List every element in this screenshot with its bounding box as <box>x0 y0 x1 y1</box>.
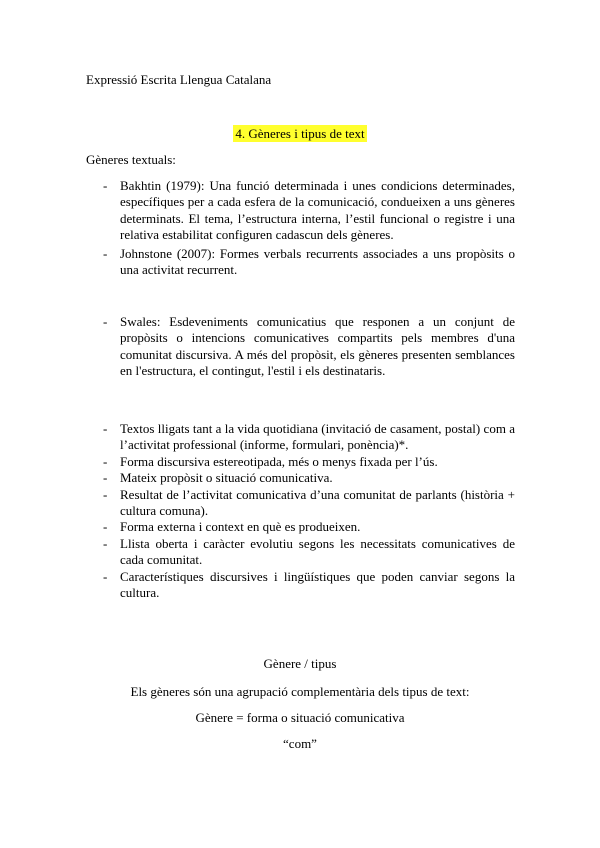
list-item <box>103 487 515 520</box>
list-item <box>103 519 515 535</box>
list-item <box>103 569 515 602</box>
list-item <box>103 536 515 569</box>
list-dash: - <box>103 470 108 486</box>
document-header: Expressió Escrita Llengua Catalana <box>86 72 272 87</box>
list-item-text: Bakhtin (1979): Una funció determinada i unes condicions determinades, específiques per a cada esfera de la comunicació, condueixen a uns gèneres determinats. El tema, l’estructura interna, l’estil funcional o registre i una relativa estabilitat configuren cadascun dels gèneres. <box>120 178 515 243</box>
list-item-text: Llista oberta i caràcter evolutiu segons les necessitats comunicatives de cada comunitat. <box>120 535 515 568</box>
genre-definition: Gènere = forma o situació comunicativa <box>195 710 405 725</box>
section-label: Gèneres textuals: <box>86 152 176 167</box>
list-item <box>103 314 515 380</box>
list-item-text: Característiques discursives i lingüístiques que poden canviar segons la cultura. <box>120 568 515 601</box>
list-dash: - <box>103 178 108 193</box>
quoted-word: “com” <box>283 736 317 751</box>
list-dash: - <box>103 421 108 436</box>
list-dash: - <box>103 535 108 551</box>
lead-sentence: Els gèneres són una agrupació complementària dels tipus de text: <box>130 684 470 699</box>
list-item-text: Forma discursiva estereotipada, més o menys fixada per l’ús. <box>120 453 438 469</box>
list-dash: - <box>103 314 108 329</box>
list-item <box>103 454 515 470</box>
list-dash: - <box>103 568 108 584</box>
genre-type-heading: Gènere / tipus <box>263 656 337 671</box>
list-item-text: Johnstone (2007): Formes verbals recurrents associades a uns propòsits o una activitat recurrent. <box>120 245 515 278</box>
characteristics-list <box>103 421 515 601</box>
title-container <box>0 126 600 142</box>
definitions-list <box>103 178 515 278</box>
list-item <box>103 421 515 454</box>
list-item-text: Forma externa i context en què es produeixen. <box>120 519 361 535</box>
list-item <box>103 470 515 486</box>
list-dash: - <box>103 245 108 261</box>
list-item <box>103 246 515 279</box>
list-item-text: Textos lligats tant a la vida quotidiana (invitació de casament, postal) com a l’activitat professional (informe, formulari, ponència)*. <box>120 421 515 453</box>
list-item-text: Mateix propòsit o situació comunicativa. <box>120 470 333 486</box>
list-dash: - <box>103 486 108 502</box>
list-dash: - <box>103 519 108 535</box>
list-item <box>103 178 515 244</box>
swales-list <box>103 314 515 380</box>
list-item-text: Swales: Esdeveniments comunicatius que responen a un conjunt de propòsits o intencions comunicatives compartits pels membres d'una comunitat discursiva. A més del propòsit, els gèneres presenten semblances en l'estructura, el contingut, l'estil i els destinataris. <box>120 314 515 379</box>
section-title: 4. Gèneres i tipus de text <box>235 126 365 141</box>
list-dash: - <box>103 453 108 469</box>
list-item-text: Resultat de l’activitat comunicativa d’una comunitat de parlants (història + cultura comuna). <box>120 486 515 519</box>
